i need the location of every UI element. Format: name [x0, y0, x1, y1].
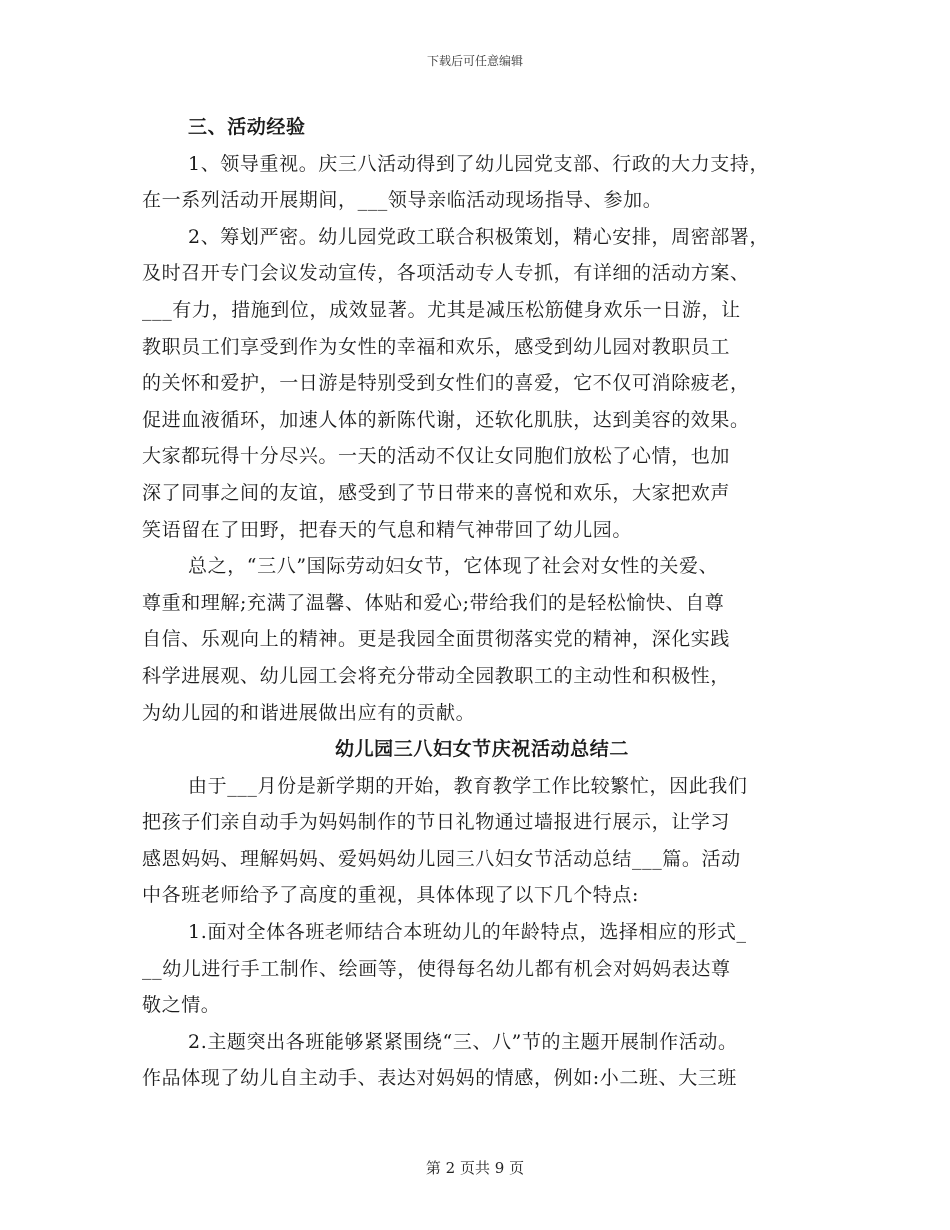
paragraph-line: 把孩子们亲自动手为妈妈制作的节日礼物通过墙报进行展示，让学习: [142, 811, 731, 834]
paragraph-line: 由于___月份是新学期的开始，教育教学工作比较繁忙，因此我们: [188, 774, 748, 797]
paragraph-line: 尊重和理解;充满了温馨、体贴和爱心;带给我们的是轻松愉快、自尊: [142, 591, 725, 614]
paragraph-line: 促进血液循环，加速人体的新陈代谢，还软化肌肤，达到美容的效果。: [142, 408, 750, 431]
page-header: 下载后可任意编辑: [426, 54, 523, 68]
paragraph-line: 自信、乐观向上的精神。更是我园全面贯彻落实党的精神，深化实践: [142, 628, 731, 651]
section-heading: 三、活动经验: [188, 116, 306, 138]
paragraph-line: 总之，“三八”国际劳动妇女节，它体现了社会对女性的关爱、: [188, 555, 719, 578]
paragraph-line: 2.主题突出各班能够紧紧围绕“三、八”节的主题开展制作活动。: [188, 1030, 738, 1053]
paragraph-line: 敬之情。: [142, 994, 221, 1017]
paragraph-line: 中各班老师给予了高度的重视，具体体现了以下几个特点:: [142, 884, 640, 907]
paragraph-line: 为幼儿园的和谐进展做出应有的贡献。: [142, 701, 476, 724]
paragraph-line: 作品体现了幼儿自主动手、表达对妈妈的情感，例如:小二班、大三班: [142, 1067, 738, 1090]
paragraph-line: 大家都玩得十分尽兴。一天的活动不仅让女同胞们放松了心情，也加: [142, 445, 731, 468]
paragraph-line: 1、领导重视。庆三八活动得到了幼儿园党支部、行政的大力支持，: [188, 152, 770, 175]
paragraph-line: 在一系列活动开展期间，___领导亲临活动现场指导、参加。: [142, 189, 663, 212]
paragraph-line: 的关怀和爱护，一日游是特别受到女性们的喜爱，它不仅可消除疲老，: [142, 372, 750, 395]
page-footer: 第 2 页共 9 页: [425, 1159, 525, 1177]
paragraph-line: 感恩妈妈、理解妈妈、爱妈妈幼儿园三八妇女节活动总结___篇。活动: [142, 847, 741, 870]
paragraph-line: 及时召开专门会议发动宣传，各项活动专人专抓，有详细的活动方案、: [142, 262, 750, 285]
paragraph-line: 科学进展观、幼儿园工会将充分带动全园教职工的主动性和积极性，: [142, 664, 731, 687]
paragraph-line: 2、筹划严密。幼儿园党政工联合积极策划，精心安排，周密部署，: [188, 225, 770, 248]
paragraph-line: __幼儿进行手工制作、绘画等，使得每名幼儿都有机会对妈妈表达尊: [142, 957, 731, 980]
document-body: [142, 112, 822, 1100]
paragraph-line: 教职员工们享受到作为女性的幸福和欢乐，感受到幼儿园对教职员工: [142, 335, 731, 358]
document-subtitle: 幼儿园三八妇女节庆祝活动总结二: [334, 738, 629, 761]
paragraph-line: ___有力，措施到位，成效显著。尤其是减压松筋健身欢乐一日游，让: [142, 298, 741, 321]
paragraph-line: 深了同事之间的友谊，感受到了节日带来的喜悦和欢乐，大家把欢声: [142, 481, 731, 504]
paragraph-line: 笑语留在了田野，把春天的气息和精气神带回了幼儿园。: [142, 518, 633, 541]
paragraph-line: 1.面对全体各班老师结合本班幼儿的年龄特点，选择相应的形式_: [188, 921, 747, 944]
